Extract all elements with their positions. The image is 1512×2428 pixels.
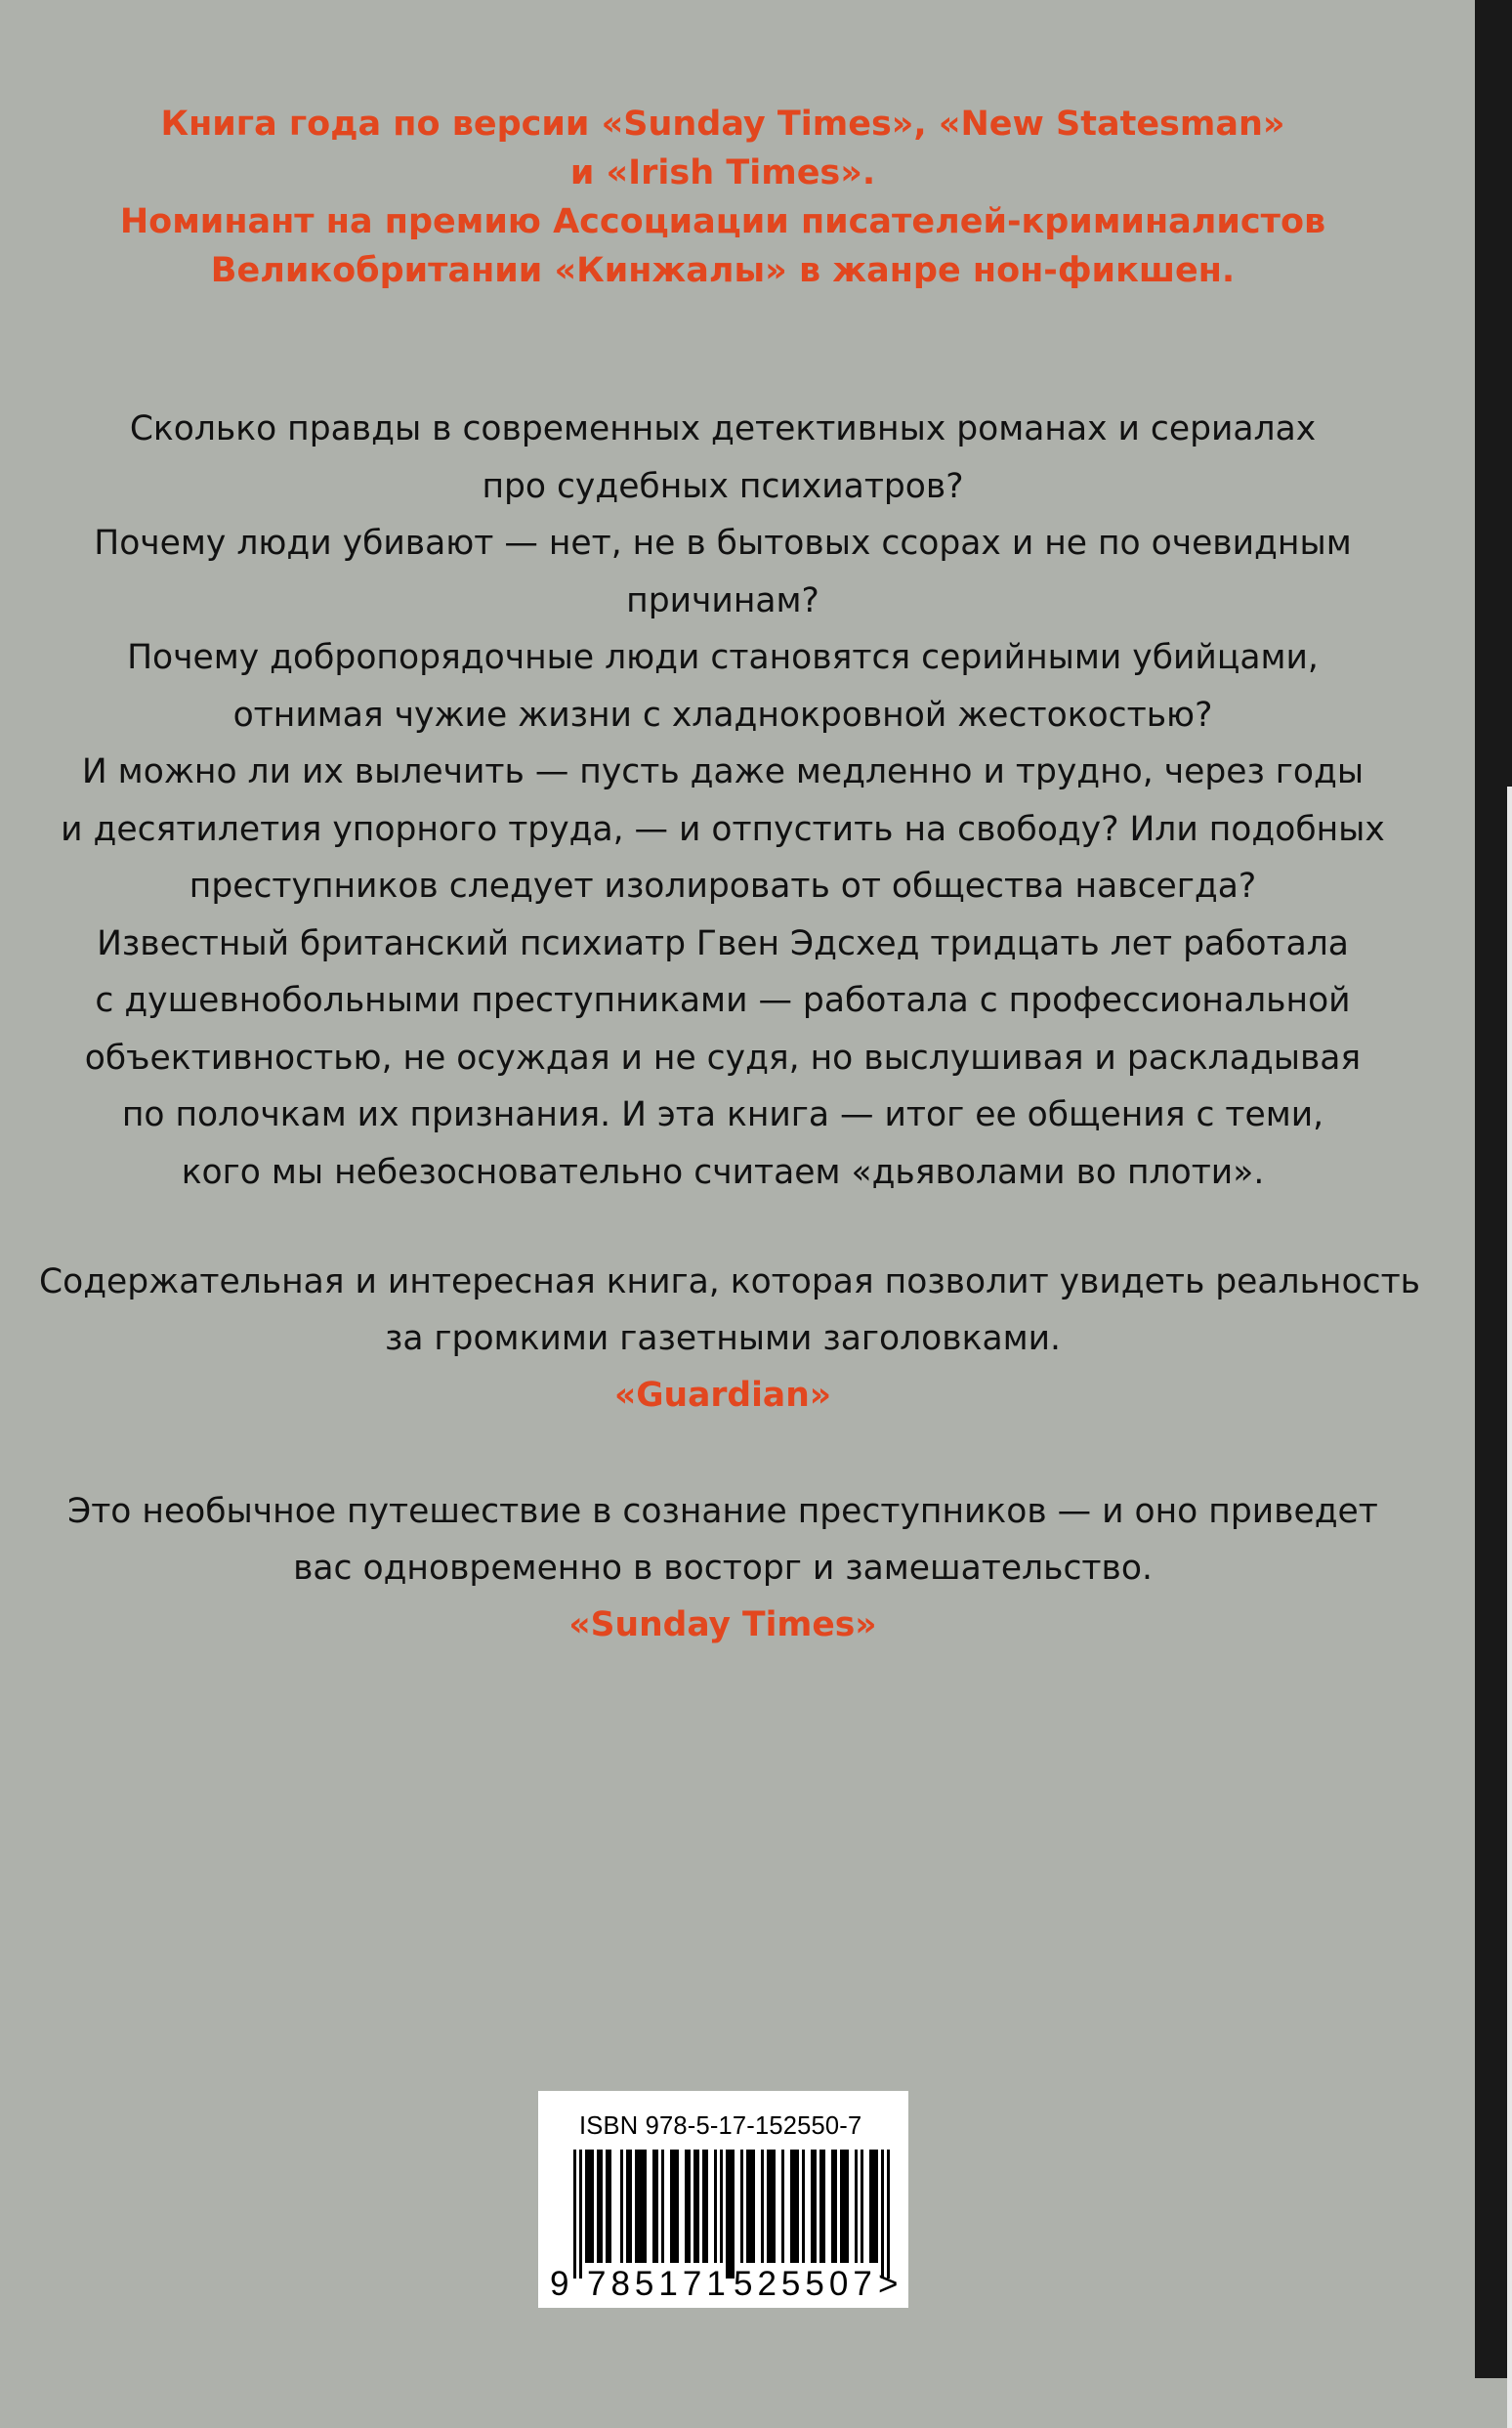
barcode-bar [629, 2150, 632, 2263]
barcode-guard-bar [579, 2150, 582, 2279]
headline-line: Книга года по версии «Sunday Times», «New Statesman» [160, 105, 1285, 144]
barcode-left-digits: 785171 [587, 2265, 731, 2303]
headline-line: Номинант на премию Ассоциации писателей-криминалистов [119, 202, 1326, 241]
barcode-bar [796, 2150, 799, 2263]
review-line: Содержательная и интересная книга, которая позволит увидеть реальность [39, 1262, 1420, 1301]
review-source: «Sunday Times» [568, 1605, 877, 1644]
barcode-bar [673, 2150, 676, 2263]
barcode-bar [714, 2150, 717, 2263]
barcode-guard-bar [726, 2150, 729, 2279]
headline-block [39, 100, 1407, 295]
barcode-bar [875, 2150, 878, 2263]
barcode-bar [620, 2150, 623, 2263]
barcode-right-digits: 525507 [734, 2265, 877, 2303]
description-line: объективностью, не осуждая и не судя, но выслушивая и раскладывая [84, 1038, 1362, 1078]
barcode-bar [749, 2150, 752, 2263]
review-source: «Guardian» [613, 1376, 832, 1415]
barcode-bar [655, 2150, 658, 2263]
barcode-bar [685, 2150, 688, 2263]
description-line: преступников следует изолировать от общества навсегда? [189, 867, 1257, 906]
barcode-bar [688, 2150, 691, 2263]
description-line: по полочкам их признания. И эта книга — итог ее общения с теми, [121, 1095, 1324, 1134]
barcode-bar [652, 2150, 655, 2263]
barcode-bar [846, 2150, 849, 2263]
barcode-bar [746, 2150, 749, 2263]
barcode-bar [588, 2150, 591, 2263]
barcode-bar [597, 2150, 600, 2263]
barcode-bar [855, 2150, 858, 2263]
isbn-label: ISBN 978-5-17-152550-7 [579, 2112, 862, 2140]
description-line: И можно ли их вылечить — пусть даже медленно и трудно, через годы [81, 752, 1365, 791]
review-line: Это необычное путешествие в сознание преступников — и оно приведет [67, 1492, 1378, 1531]
barcode-guard-bar [573, 2150, 576, 2279]
barcode-bar [626, 2150, 629, 2263]
spine-edge [1507, 787, 1512, 2428]
barcode-bar [781, 2150, 784, 2263]
description-line: отнимая чужие жизни с хладнокровной жестокостью? [232, 695, 1213, 735]
barcode-bar [693, 2150, 696, 2263]
barcode-bar [585, 2150, 588, 2263]
barcode-bar [641, 2150, 644, 2263]
review-line: вас одновременно в восторг и замешательство. [293, 1549, 1153, 1588]
headline-line: и «Irish Times». [569, 153, 876, 192]
barcode-bar [591, 2150, 594, 2263]
barcode-bar [761, 2150, 764, 2263]
barcode-quiet-marker: > [878, 2265, 899, 2303]
description-line: Известный британский психиатр Гвен Эдсхед тридцать лет работала [97, 923, 1349, 963]
barcode-bar [670, 2150, 673, 2263]
headline-line: Великобритании «Кинжалы» в жанре нон-фикшен. [210, 251, 1236, 290]
barcode-bar [831, 2150, 834, 2263]
barcode-bar [861, 2150, 863, 2263]
barcode-bar [661, 2150, 664, 2263]
barcode-bar [793, 2150, 796, 2263]
barcode-bar [790, 2150, 793, 2263]
barcode-bar [606, 2150, 609, 2263]
barcode-guard-bar [729, 2150, 732, 2279]
description-block [39, 401, 1407, 1201]
description-line: Почему люди убивают — нет, не в бытовых ссорах и не по очевидным [94, 524, 1352, 563]
description-line: Сколько правды в современных детективных романах и сериалах [129, 409, 1317, 448]
barcode-bar [773, 2150, 776, 2263]
review-guardian [39, 1254, 1420, 1424]
description-line: кого мы небезосновательно считаем «дьяволами во плоти». [181, 1152, 1265, 1192]
barcode-lead-digit: 9 [550, 2265, 569, 2303]
barcode-bar [676, 2150, 679, 2263]
barcode-bar [834, 2150, 837, 2263]
barcode-bar [600, 2150, 603, 2263]
barcode-bar [872, 2150, 875, 2263]
description-line: Почему добропорядочные люди становятся серийными убийцами, [127, 638, 1319, 677]
isbn-barcode [538, 2091, 908, 2308]
description-line: причинам? [626, 580, 819, 620]
barcode-bar [814, 2150, 817, 2263]
review-sunday-times [39, 1483, 1407, 1653]
barcode-bar [638, 2150, 641, 2263]
barcode-bar [720, 2150, 723, 2263]
barcode-bar [869, 2150, 872, 2263]
barcode-bar [802, 2150, 805, 2263]
barcode-bar [702, 2150, 705, 2263]
barcode-guard-bar [732, 2150, 735, 2279]
barcode-bar [752, 2150, 755, 2263]
barcode-guard-bar [887, 2150, 890, 2279]
barcode-bar [644, 2150, 647, 2263]
barcode-bar [811, 2150, 814, 2263]
barcode-bar [822, 2150, 825, 2263]
barcode-bar [767, 2150, 770, 2263]
barcode-bar [843, 2150, 846, 2263]
barcode-bar [696, 2150, 699, 2263]
barcode-bar [819, 2150, 822, 2263]
barcode-bar [740, 2150, 743, 2263]
barcode-guard-bar [881, 2150, 884, 2279]
barcode-bar [705, 2150, 708, 2263]
barcode-bar [609, 2150, 611, 2263]
barcode-bar [635, 2150, 638, 2263]
barcode-bar [840, 2150, 843, 2263]
description-line: и десятилетия упорного труда, — и отпустить на свободу? Или подобных [61, 809, 1385, 849]
description-line: про судебных психиатров? [482, 466, 964, 506]
review-line: за громкими газетными заголовками. [384, 1319, 1062, 1358]
description-line: с душевнобольными преступниками — работала с профессиональной [95, 981, 1351, 1020]
barcode-bar [770, 2150, 773, 2263]
